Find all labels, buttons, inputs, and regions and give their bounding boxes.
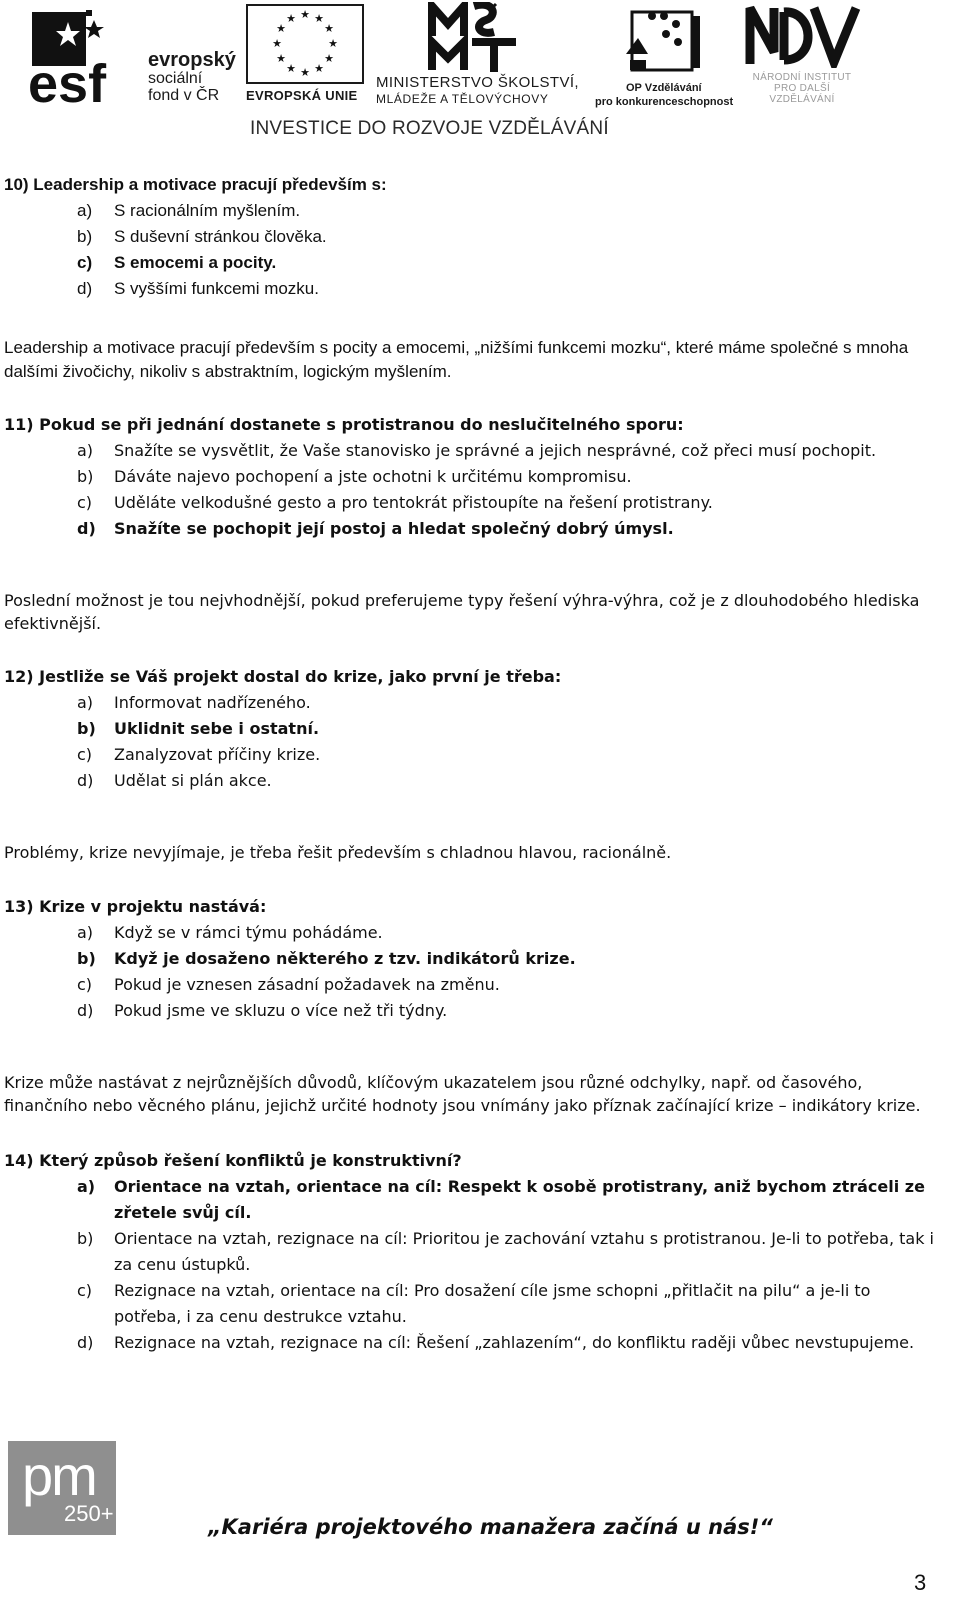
question-title: 11) Pokud se při jednání dostanete s protistranou do neslučitelného sporu:	[4, 415, 684, 434]
option-b-correct	[4, 716, 934, 742]
option-text: Pokud je vznesen zásadní požadavek na změnu.	[114, 975, 500, 994]
svg-text:★: ★	[328, 37, 338, 50]
option-b	[4, 224, 934, 250]
question-title: 14) Který způsob řešení konfliktů je konstruktivní?	[4, 1151, 462, 1170]
svg-text:★: ★	[286, 12, 296, 25]
option-letter: a)	[77, 201, 93, 220]
option-b-correct	[4, 946, 934, 972]
option-letter: b)	[77, 949, 96, 968]
explanation: Krize může nastávat z nejrůznějších důvodů, klíčovým ukazatelem jsou různé odchylky, např. od časového, finančního nebo věcného plánu, jejichž určité hodnoty jsou vnímány jako příznak začínající krize – indikátory krize.	[4, 1073, 921, 1115]
option-letter: b)	[77, 467, 94, 486]
nidv-line3: VZDĚLÁVÁNÍ	[769, 94, 835, 105]
option-a	[4, 198, 934, 224]
svg-text:★: ★	[314, 12, 324, 25]
question-title: 13) Krize v projektu nastává:	[4, 897, 267, 916]
option-c	[4, 972, 934, 998]
option-letter: d)	[77, 519, 96, 538]
option-text: Orientace na vztah, rezignace na cíl: Prioritou je zachování vztahu s protistranou. Je-li to potřeba, tak i za cenu ústupků.	[114, 1229, 934, 1274]
quiz-content	[4, 172, 934, 1356]
eu-label: EVROPSKÁ UNIE	[246, 88, 358, 103]
question-10	[4, 172, 934, 384]
options-list	[4, 690, 934, 794]
option-c	[4, 742, 934, 768]
option-text: Když se v rámci týmu pohádáme.	[114, 923, 383, 942]
question-13	[4, 894, 934, 1117]
options-list	[4, 198, 934, 302]
nidv-mark-icon	[744, 2, 864, 68]
option-text: Rezignace na vztah, orientace na cíl: Pro dosažení cíle jsme schopni „přitlačit na pilu“ a je-li to potřeba, i za cenu destrukce vztahu.	[114, 1281, 871, 1326]
option-letter: b)	[77, 719, 96, 738]
question-title: 12) Jestliže se Váš projekt dostal do krize, jako první je třeba:	[4, 667, 562, 686]
option-text: Snažíte se vysvětlit, že Vaše stanovisko je správné a jejich nesprávné, což přeci musí pochopit.	[114, 441, 877, 460]
option-text: S racionálním myšlením.	[114, 201, 301, 220]
option-a	[4, 438, 934, 464]
option-letter: c)	[77, 745, 93, 764]
option-text: Uděláte velkodušné gesto a pro tentokrát přistoupíte na řešení protistrany.	[114, 493, 713, 512]
svg-text:esf: esf	[28, 54, 107, 106]
option-text: Když je dosaženo některého z tzv. indikátorů krize.	[114, 949, 576, 968]
option-letter: a)	[77, 1177, 96, 1196]
eu-logo	[246, 4, 368, 108]
options-list	[4, 438, 934, 542]
esf-line1: evropský	[148, 49, 236, 71]
nidv-line1: NÁRODNÍ INSTITUT	[752, 72, 852, 83]
question-14	[4, 1148, 934, 1356]
op-line2: pro konkurenceschopnost	[595, 96, 734, 108]
option-c-correct	[4, 250, 934, 276]
option-letter: b)	[77, 1229, 94, 1248]
option-text: Uklidnit sebe i ostatní.	[114, 719, 320, 738]
option-d	[4, 998, 934, 1024]
eu-flag-icon	[246, 4, 364, 84]
option-letter: d)	[77, 1333, 94, 1352]
question-12	[4, 664, 934, 864]
esf-mark-icon	[24, 6, 142, 106]
pm-logo-sub: 250+	[64, 1501, 114, 1526]
esf-line2: sociální	[148, 70, 203, 87]
option-b	[4, 464, 934, 490]
svg-text:★: ★	[276, 22, 286, 35]
option-text: S vyššími funkcemi mozku.	[114, 279, 319, 298]
nidv-logo	[740, 2, 880, 106]
option-text: Informovat nadřízeného.	[114, 693, 311, 712]
op-mark-icon	[622, 4, 702, 80]
explanation: Problémy, krize nevyjímaje, je třeba řešit především s chladnou hlavou, racionálně.	[4, 843, 672, 862]
option-text: Udělat si plán akce.	[114, 771, 272, 790]
option-letter: b)	[77, 227, 93, 246]
option-text: Dáváte najevo pochopení a jste ochotni k určitému kompromisu.	[114, 467, 632, 486]
option-text: Rezignace na vztah, rezignace na cíl: Řešení „zahlazením“, do konfliktu raději vůbec nevstupujeme.	[114, 1333, 915, 1352]
esf-text	[148, 50, 236, 104]
explanation: Poslední možnost je tou nejvhodnější, pokud preferujeme typy řešení výhra-výhra, což je z dlouhodobého hlediska efektivnější.	[4, 591, 920, 633]
footer-slogan: „Kariéra projektového manažera začíná u nás!“	[208, 1515, 773, 1539]
option-letter: a)	[77, 693, 94, 712]
option-text: Pokud jsme ve skluzu o více než tři týdny.	[114, 1001, 448, 1020]
option-c	[4, 1278, 934, 1330]
esf-line3: fond v ČR	[148, 87, 220, 104]
option-letter: c)	[77, 493, 93, 512]
option-d	[4, 768, 934, 794]
op-line1: OP Vzdělávání	[626, 82, 702, 94]
options-list	[4, 1174, 934, 1356]
option-letter: d)	[77, 279, 93, 298]
svg-text:★: ★	[300, 8, 310, 21]
explanation: Leadership a motivace pracují především s pocity a emocemi, „nižšími funkcemi mozku“, které máme společné s mnoha dalšími živočichy, nikoliv s abstraktním, logickým myšlením.	[4, 338, 909, 381]
option-letter: d)	[77, 771, 94, 790]
option-text: Snažíte se pochopit její postoj a hledat společný dobrý úmysl.	[114, 519, 674, 538]
msmt-logo	[376, 2, 588, 106]
option-text: Orientace na vztah, orientace na cíl: Respekt k osobě protistrany, aniž bychom ztráceli ze zřetele svůj cíl.	[114, 1177, 925, 1222]
svg-text:★: ★	[314, 62, 324, 75]
option-letter: d)	[77, 1001, 94, 1020]
option-text: S duševní stránkou člověka.	[114, 227, 327, 246]
nidv-text	[740, 72, 864, 105]
option-d	[4, 1330, 934, 1356]
header-logos	[0, 0, 960, 150]
option-d	[4, 276, 934, 302]
option-a	[4, 920, 934, 946]
option-b	[4, 1226, 934, 1278]
option-a	[4, 690, 934, 716]
option-letter: c)	[77, 253, 93, 272]
svg-text:★: ★	[276, 52, 286, 65]
svg-text:★: ★	[272, 37, 282, 50]
option-letter: c)	[77, 1281, 93, 1300]
msmt-mark-icon	[428, 2, 538, 74]
option-text: Zanalyzovat příčiny krize.	[114, 745, 321, 764]
option-letter: a)	[77, 441, 94, 460]
options-list	[4, 920, 934, 1024]
msmt-line2: MLÁDEŽE A TĚLOVÝCHOVY	[376, 92, 549, 106]
pm250-logo	[8, 1441, 116, 1535]
esf-logo	[24, 6, 244, 106]
nidv-line2: PRO DALŠÍ	[773, 83, 831, 94]
option-a-correct	[4, 1174, 934, 1226]
page-number: 3	[914, 1570, 927, 1595]
option-letter: a)	[77, 923, 94, 942]
investice-tagline: INVESTICE DO ROZVOJE VZDĚLÁVÁNÍ	[250, 118, 609, 139]
msmt-line1: MINISTERSTVO ŠKOLSTVÍ,	[376, 74, 580, 91]
svg-text:★: ★	[286, 62, 296, 75]
option-text: S emocemi a pocity.	[114, 253, 277, 272]
svg-text:★: ★	[300, 66, 310, 79]
svg-text:★: ★	[324, 52, 334, 65]
question-title: 10) Leadership a motivace pracují především s:	[4, 175, 387, 194]
option-letter: c)	[77, 975, 93, 994]
svg-text:★: ★	[324, 22, 334, 35]
op-logo	[592, 4, 734, 108]
question-11	[4, 412, 934, 635]
pm-logo-main: pm	[22, 1444, 96, 1507]
option-d-correct	[4, 516, 934, 542]
option-c	[4, 490, 934, 516]
